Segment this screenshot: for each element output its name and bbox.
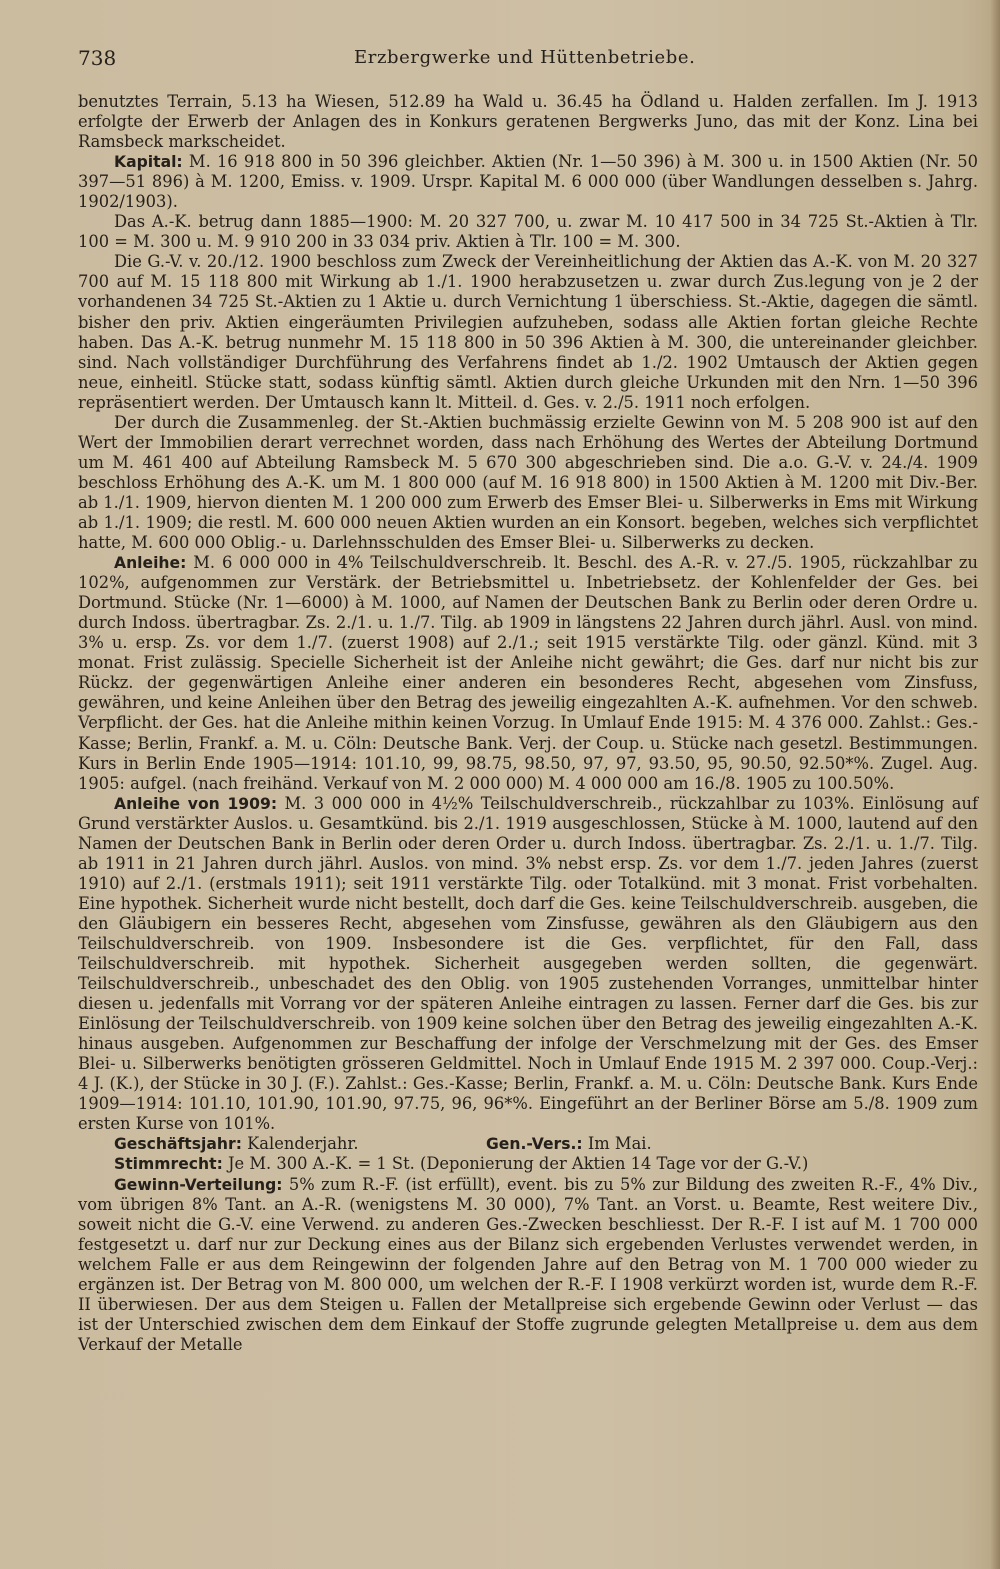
- label-gewinn-verteilung: Gewinn-Verteilung:: [114, 1175, 283, 1194]
- geschaeftsjahr: Geschäftsjahr: Kalenderjahr.: [114, 1134, 359, 1154]
- label-anleihe-1909: Anleihe von 1909:: [114, 794, 278, 813]
- gen-vers: Gen.-Vers.: Im Mai.: [486, 1134, 652, 1154]
- label-anleihe: Anleihe:: [114, 554, 187, 573]
- page-number: 738: [78, 46, 117, 70]
- page-edge-shadow: [990, 0, 1000, 1569]
- label-stimmrecht: Stimmrecht:: [114, 1155, 223, 1174]
- paragraph-anleihe-1905: Anleihe: M. 6 000 000 in 4% Teilschuldverschreib. lt. Beschl. des A.-R. v. 27./5. 1905, rückzahlbar zu 102%, aufgenommen zur Verstärk. der Betriebsmittel u. Inbetriebsetz. der Kohlenfelder der Ges. bei Dortmund. Stücke (Nr. 1—6000) à M. 1000, auf Namen der Deutschen Bank zu Berlin oder deren Ordre u. durch Indoss. übertragbar. Zs. 2./1. u. 1./7. Tilg. ab 1909 in längstens 22 Jahren durch jährl. Ausl. von mind. 3% u. ersp. Zs. vor dem 1./7. (zuerst 1908) auf 2./1.; seit 1915 verstärkte Tilg. oder gänzl. Künd. mit 3 monat. Frist zulässig. Specielle Sicherheit ist der Anleihe nicht gewährt; die Ges. darf nur nicht bis zur Rückz. der gegenwärtigen Anleihe einer anderen ein besonderes Recht, abgesehen vom Zinsfuss, gewähren, und keine Anleihen über den Betrag des jeweilig eingezahlten A.-K. aufnehmen. Vor den schweb. Verpflicht. der Ges. hat die Anleihe mithin keinen Vorzug. In Umlauf Ende 1915: M. 4 376 000. Zahlst.: Ges.-Kasse; Berlin, Frankf. a. M. u. Cöln: Deutsche Bank. Verj. der Coup. u. Stücke nach gesetzl. Bestimmungen. Kurs in Berlin Ende 1905—1914: 101.10, 99, 98.75, 98.50, 97, 97, 93.50, 95, 90.50, 92.50*%. Zugel. Aug. 1905: aufgel. (nach freihänd. Verkauf von M. 2 000 000) M. 4 000 000 am 16./8. 1905 zu 100.50%.: [78, 553, 978, 793]
- label-gen-vers: Gen.-Vers.:: [486, 1135, 583, 1154]
- paragraph-ak-history: Das A.-K. betrug dann 1885—1900: M. 20 327 700, u. zwar M. 10 417 500 in 34 725 St.-Aktien à Tlr. 100 = M. 300 u. M. 9 910 200 in 33 034 priv. Aktien à Tlr. 100 = M. 300.: [78, 212, 978, 252]
- paragraph-stimmrecht: Stimmrecht: Je M. 300 A.-K. = 1 St. (Deponierung der Aktien 14 Tage vor der G.-V.): [114, 1154, 809, 1174]
- paragraph-kapital: Kapital: M. 16 918 800 in 50 396 gleichber. Aktien (Nr. 1—50 396) à M. 300 u. in 1500 Aktien (Nr. 50 397—51 896) à M. 1200, Emiss. v. 1909. Urspr. Kapital M. 6 000 000 (über Wandlungen desselben s. Jahrg. 1902/1903).: [78, 152, 978, 212]
- label-geschaeftsjahr: Geschäftsjahr:: [114, 1135, 242, 1154]
- running-title: Erzbergwerke und Hüttenbetriebe.: [354, 47, 696, 68]
- paragraph-geschaeftsjahr-genvers: [78, 1134, 978, 1154]
- paragraph-anleihe-1909: Anleihe von 1909: M. 3 000 000 in 4½% Teilschuldverschreib., rückzahlbar zu 103%. Einlösung auf Grund verstärkter Auslos. u. Gesamtkünd. bis 2./1. 1919 ausgeschlossen, Stücke à M. 1000, lautend auf den Namen der Deutschen Bank in Berlin oder deren Order u. durch Indoss. übertragbar. Zs. 2./1. u. 1./7. Tilg. ab 1911 in 21 Jahren durch jährl. Auslos. von mind. 3% nebst ersp. Zs. vor dem 1./7. jeden Jahres (zuerst 1910) auf 2./1. (erstmals 1911); seit 1911 verstärkte Tilg. oder Totalkünd. mit 3 monat. Frist vorbehalten. Eine hypothek. Sicherheit wurde nicht bestellt, doch darf die Ges. keine Teilschuldverschreib. ausgeben, die den Gläubigern ein besseres Recht, abgesehen vom Zinsfusse, gewähren als den Gläubigern aus den Teilschuldverschreib. von 1909. Insbesondere ist die Ges. verpflichtet, für den Fall, dass Teilschuldverschreib. mit hypothek. Sicherheit ausgegeben werden sollten, die gegenwärt. Teilschuldverschreib., unbeschadet des den Oblig. von 1905 zustehenden Vorranges, unmittelbar hinter diesen u. jedenfalls mit Vorrang vor der späteren Anleihe eintragen zu lassen. Ferner darf die Ges. bis zur Einlösung der Teilschuldverschreib. von 1909 keine solchen über den Betrag des jeweilig eingezahlten A.-K. hinaus ausgeben. Aufgenommen zur Beschaffung der infolge der Verschmelzung mit der Ges. des Emser Blei- u. Silberwerks benötigten grösseren Geldmittel. Noch in Umlauf Ende 1915 M. 2 397 000. Coup.-Verj.: 4 J. (K.), der Stücke in 30 J. (F.). Zahlst.: Ges.-Kasse; Berlin, Frankf. a. M. u. Cöln: Deutsche Bank. Kurs Ende 1909—1914: 101.10, 101.90, 101.90, 97.75, 96, 96*%. Eingeführt an der Berliner Börse am 5./8. 1909 zum ersten Kurse von 101%.: [78, 793, 978, 1134]
- page-header: [78, 38, 978, 74]
- paragraph-terrain: benutztes Terrain, 5.13 ha Wiesen, 512.89 ha Wald u. 36.45 ha Ödland u. Halden zerfallen. Im J. 1913 erfolgte der Erwerb der Anlagen des in Konkurs geratenen Bergwerks Juno, das mit der Konz. Lina bei Ramsbeck markscheidet.: [78, 92, 978, 152]
- paragraph-gewinn-verteilung: Gewinn-Verteilung: 5% zum R.-F. (ist erfüllt), event. bis zu 5% zur Bildung des zweiten R.-F., 4% Div., vom übrigen 8% Tant. an A.-R. (wenigstens M. 30 000), 7% Tant. an Vorst. u. Beamte, Rest weitere Div., soweit nicht die G.-V. eine Verwend. zu anderen Ges.-Zwecken beschliesst. Der R.-F. I ist auf M. 1 700 000 festgesetzt u. darf nur zur Deckung eines aus der Bilanz sich ergebenden Verlustes verwendet werden, in welchem Falle er aus dem Reingewinn der folgenden Jahre auf den Betrag von M. 1 700 000 wieder zu ergänzen ist. Der Betrag von M. 800 000, um welchen der R.-F. I 1908 verkürzt worden ist, wurde dem R.-F. II überwiesen. Der aus dem Steigen u. Fallen der Metallpreise sich ergebende Gewinn oder Verlust — das ist der Unterschied zwischen dem dem Einkauf der Stoffe zugrunde gelegten Metallpreise u. dem aus dem Verkauf der Metalle: [78, 1174, 978, 1354]
- paragraph-zusammenlegung: Der durch die Zusammenleg. der St.-Aktien buchmässig erzielte Gewinn von M. 5 208 900 ist auf den Wert der Immobilien derart verrechnet worden, dass nach Erhöhung des Wertes der Abteilung Dortmund um M. 461 400 auf Abteilung Ramsbeck M. 5 670 300 abgeschrieben sind. Die a.o. G.-V. v. 24./4. 1909 beschloss Erhöhung des A.-K. um M. 1 800 000 (auf M. 16 918 800) in 1500 Aktien à M. 1200 mit Div.-Ber. ab 1./1. 1909, hiervon dienten M. 1 200 000 zum Erwerb des Emser Blei- u. Silberwerks in Ems mit Wirkung ab 1./1. 1909; die restl. M. 600 000 neuen Aktien wurden an ein Konsort. begeben, welches sich verpflichtet hatte, M. 600 000 Oblig.- u. Darlehnsschulden des Emser Blei- u. Silberwerks zu decken.: [78, 412, 978, 553]
- paragraph-gv-1900: Die G.-V. v. 20./12. 1900 beschloss zum Zweck der Vereinheitlichung der Aktien das A.-K. von M. 20 327 700 auf M. 15 118 800 mit Wirkung ab 1./1. 1900 herabzusetzen u. zwar durch Zus.legung von je 2 der vorhandenen 34 725 St.-Aktien zu 1 Aktie u. durch Vernichtung 1 überschiess. St.-Aktie, dagegen die sämtl. bisher den priv. Aktien eingeräumten Privilegien aufzuheben, sodass alle Aktien fortan gleiche Rechte haben. Das A.-K. betrug nunmehr M. 15 118 800 in 50 396 Aktien à M. 300, die untereinander gleichber. sind. Nach vollständiger Durchführung des Verfahrens findet ab 1./2. 1902 Umtausch der Aktien gegen neue, einheitl. Stücke statt, sodass künftig sämtl. Aktien durch gleiche Urkunden mit den Nrn. 1—50 396 repräsentiert werden. Der Umtausch kann lt. Mitteil. d. Ges. v. 2./5. 1911 noch erfolgen.: [78, 252, 978, 412]
- label-kapital: Kapital:: [114, 153, 183, 172]
- body-text: [78, 92, 978, 1355]
